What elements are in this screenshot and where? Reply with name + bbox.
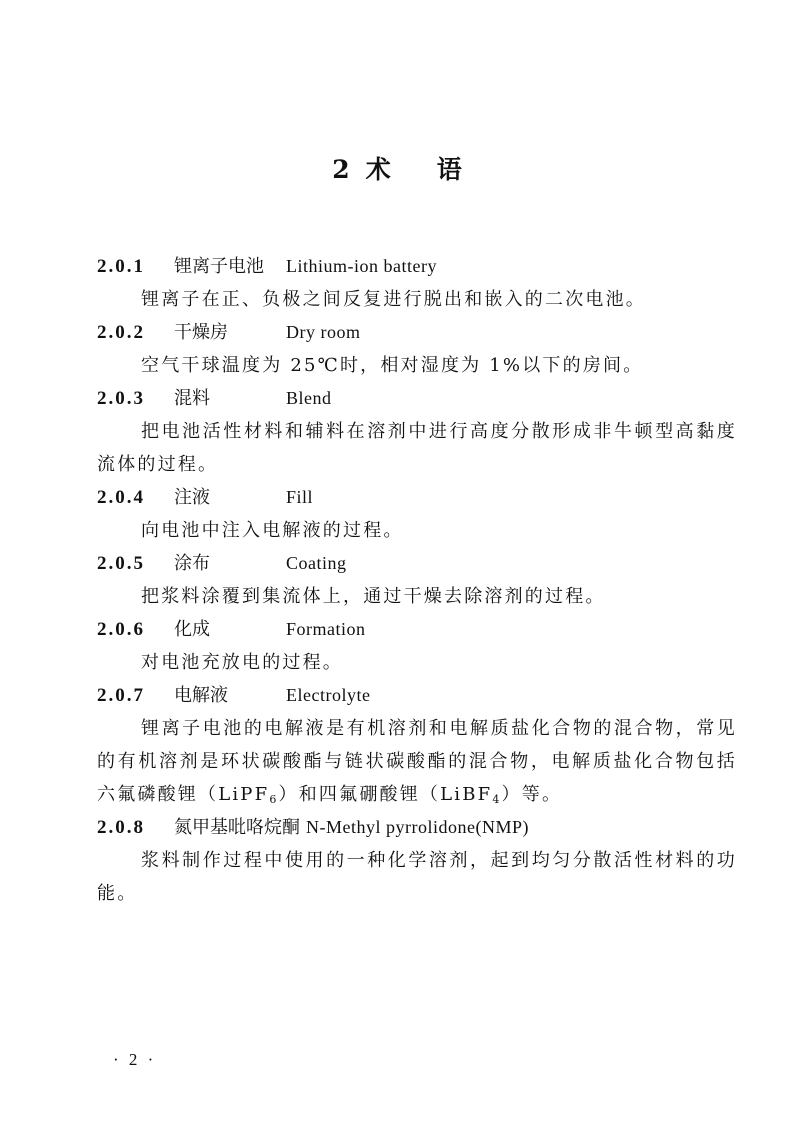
term-definition-text: 锂离子电池的电解液是有机溶剂和电解质盐化合物的混合物，常见的有机溶剂是环状碳酸酯与链状碳酸酯的混合物，电解质盐化合物包括六氟磷酸锂（LiPF	[97, 718, 737, 805]
term-heading	[97, 481, 737, 514]
subscript-6: 6	[269, 793, 279, 806]
term-definition: 空气干球温度为 25℃时，相对湿度为 1%以下的房间。	[141, 355, 644, 376]
term-number: 2.0.1	[97, 256, 145, 277]
term-definition: 向电池中注入电解液的过程。	[141, 520, 404, 541]
term-number: 2.0.4	[97, 487, 145, 508]
term-english-name: Lithium-ion battery	[286, 256, 437, 276]
term-number: 2.0.7	[97, 685, 145, 706]
term-definition: 对电池充放电的过程。	[141, 652, 343, 673]
term-english-name: Fill	[286, 487, 314, 507]
term-2-0-6	[97, 613, 737, 679]
term-english-name: Coating	[286, 553, 347, 573]
term-chinese-name: 锂离子电池	[174, 256, 264, 277]
term-english-name: Electrolyte	[286, 685, 371, 705]
term-2-0-7	[97, 679, 737, 811]
term-chinese-name: 干燥房	[174, 322, 228, 343]
term-heading	[97, 250, 737, 283]
term-definition: 把浆料涂覆到集流体上，通过干燥去除溶剂的过程。	[141, 586, 606, 607]
term-english-name: Blend	[286, 388, 332, 408]
term-2-0-4	[97, 481, 737, 547]
term-heading	[97, 382, 737, 415]
term-number: 2.0.8	[97, 817, 145, 838]
term-definition: 锂离子在正、负极之间反复进行脱出和嵌入的二次电池。	[141, 289, 646, 310]
term-definition-text: ）和四氟硼酸锂（LiBF	[278, 784, 493, 805]
term-number: 2.0.5	[97, 553, 145, 574]
term-chinese-name: 涂布	[174, 553, 210, 574]
term-heading	[97, 613, 737, 646]
term-english-name: Formation	[286, 619, 366, 639]
chapter-title-char-2: 语	[436, 155, 462, 184]
term-number: 2.0.3	[97, 388, 145, 409]
term-chinese-name: 化成	[174, 619, 210, 640]
term-definition	[97, 712, 737, 811]
term-2-0-8	[97, 811, 737, 910]
term-english-name: N-Methyl pyrrolidone(NMP)	[306, 817, 529, 837]
term-number: 2.0.6	[97, 619, 145, 640]
term-2-0-5	[97, 547, 737, 613]
term-english-name: Dry room	[286, 322, 361, 342]
term-chinese-name: 氮甲基吡咯烷酮	[174, 817, 300, 838]
chapter-title-char-1: 术	[365, 155, 391, 184]
subscript-4: 4	[492, 793, 502, 806]
page-number: · 2 ·	[113, 1050, 157, 1069]
page-title	[0, 150, 794, 190]
term-heading	[97, 811, 737, 844]
term-chinese-name: 注液	[174, 487, 210, 508]
term-chinese-name: 电解液	[174, 685, 228, 706]
term-definition-text: ）等。	[501, 784, 563, 805]
term-heading	[97, 547, 737, 580]
term-number: 2.0.2	[97, 322, 145, 343]
chapter-number: 2	[332, 155, 350, 184]
term-chinese-name: 混料	[174, 388, 210, 409]
term-definition: 把电池活性材料和辅料在溶剂中进行高度分散形成非牛顿型高黏度流体的过程。	[97, 421, 737, 475]
term-definition: 浆料制作过程中使用的一种化学溶剂，起到均匀分散活性材料的功能。	[97, 850, 737, 904]
term-heading	[97, 316, 737, 349]
term-heading	[97, 679, 737, 712]
term-2-0-1	[97, 250, 737, 316]
term-2-0-2	[97, 316, 737, 382]
terms-list	[97, 250, 737, 910]
term-2-0-3	[97, 382, 737, 481]
